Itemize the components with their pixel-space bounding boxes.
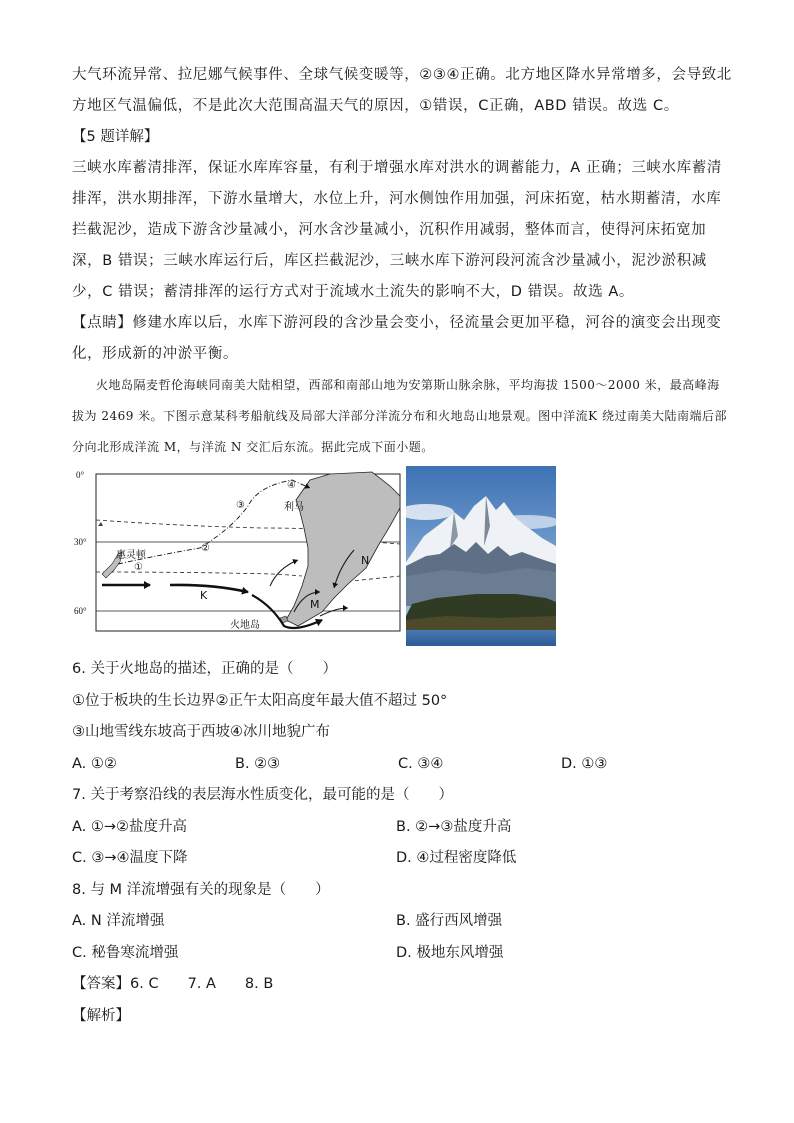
- ocean-current-map: [72, 468, 402, 646]
- question-8-options-row-1: [72, 906, 732, 938]
- paragraph-explanation-4: 大气环流异常、拉尼娜气候事件、全球气候变暖等，②③④正确。北方地区降水异常增多，会导致北方地区气温偏低，不是此次大范围高温天气的原因，①错误，C正确，ABD 错误。故选 C。: [72, 67, 732, 114]
- question-6-option-d[interactable]: D. ①③: [561, 755, 608, 772]
- latitude-label-0: 0°: [76, 470, 85, 480]
- question-7-options-row-1: [72, 812, 732, 844]
- answer-line: 【答案】6. C 7. A 8. B: [72, 976, 274, 992]
- latitude-label-60: 60°: [74, 606, 87, 616]
- question-8-option-a[interactable]: A. N 洋流增强: [72, 913, 165, 929]
- label-wellington: 惠灵顿: [116, 550, 146, 561]
- tierra-del-fuego-mountain-photo: [406, 466, 556, 646]
- question-7-option-a[interactable]: A. ①→②盐度升高: [72, 818, 188, 835]
- question-7-stem: 7. 关于考察沿线的表层海水性质变化，最可能的是（ ）: [72, 787, 453, 803]
- paragraph-question-intro: 火地岛隔麦哲伦海峡同南美大陆相望，西部和南部山地为安第斯山脉余脉，平均海拔 1500～2000 米，最高峰海拔为 2469 米。下图示意某科考船航线及局部大洋部分洋流分布和火地岛山地景观。图中洋流K 绕过南美大陆南端后部分向北形成洋流 M，与洋流 N 交汇后东流。据此完成下面小题。: [72, 378, 727, 454]
- question-8-option-b[interactable]: B. 盛行西风增强: [396, 913, 503, 929]
- question-6-option-b[interactable]: B. ②③: [235, 755, 281, 772]
- label-current-n: N: [361, 554, 370, 567]
- question-6-stem: 6. 关于火地岛的描述，正确的是（ ）: [72, 661, 337, 677]
- analysis-heading: 【解析】: [72, 1007, 130, 1024]
- paragraph-comment: 【点睛】修建水库以后，水库下游河段的含沙量会变小，径流量会更加平稳，河谷的演变会出现变化，形成新的冲淤平衡。: [72, 315, 722, 362]
- question-6-options: [72, 749, 732, 781]
- question-6-statement-2: ③山地雪线东坡高于西坡④冰川地貌广布: [72, 724, 330, 740]
- question-6-option-a[interactable]: A. ①②: [72, 755, 117, 772]
- station-label-3: ③: [236, 500, 245, 511]
- heading-q5-detail: 【5 题详解】: [72, 129, 159, 145]
- question-8-stem: 8. 与 M 洋流增强有关的现象是（ ）: [72, 881, 330, 898]
- station-label-2: ②: [201, 543, 210, 554]
- station-label-1: ①: [134, 562, 143, 573]
- question-7-option-b[interactable]: B. ②→③盐度升高: [396, 818, 512, 835]
- label-tierra-del-fuego: 火地岛: [230, 620, 260, 631]
- question-8-option-d[interactable]: D. 极地东风增强: [396, 944, 504, 961]
- label-lima: 利马: [284, 502, 304, 513]
- document-page: [72, 60, 732, 1032]
- photo-water: [406, 630, 556, 646]
- question-6-statement-1: ①位于板块的生长边界②正午太阳高度年最大值不超过 50°: [72, 692, 448, 709]
- question-7-option-d[interactable]: D. ④过程密度降低: [396, 850, 517, 866]
- question-7-options-row-2: [72, 843, 732, 875]
- station-label-4: ④: [287, 480, 296, 491]
- question-8-option-c[interactable]: C. 秘鲁寒流增强: [72, 944, 179, 961]
- question-8-options-row-2: [72, 938, 732, 970]
- latitude-label-30: 30°: [74, 537, 87, 547]
- question-7-option-c[interactable]: C. ③→④温度下降: [72, 850, 188, 866]
- figure-row: [72, 466, 732, 650]
- label-current-m: M: [310, 598, 320, 611]
- label-current-k: K: [200, 589, 208, 602]
- photo-forest-band: [406, 616, 556, 630]
- paragraph-explanation-5: 三峡水库蓄清排浑，保证水库库容量，有利于增强水库对洪水的调蓄能力，A 正确；三峡水库蓄清排浑，洪水期排浑，下游水量增大，水位上升，河水侧蚀作用加强，河床拓宽，枯水期蓄清，水库拦截泥沙，造成下游含沙量减小，河水含沙量减小，沉积作用减弱，整体而言，使得河床拓宽加深，B 错误；三峡水库运行后，库区拦截泥沙，三峡水库下游河段河流含沙量减小，泥沙淤积减少，C 错误；蓄清排浑的运行方式对于流域水土流失的影响不大，D 错误。故选 A。: [72, 160, 722, 300]
- question-6-option-c[interactable]: C. ③④: [398, 755, 444, 772]
